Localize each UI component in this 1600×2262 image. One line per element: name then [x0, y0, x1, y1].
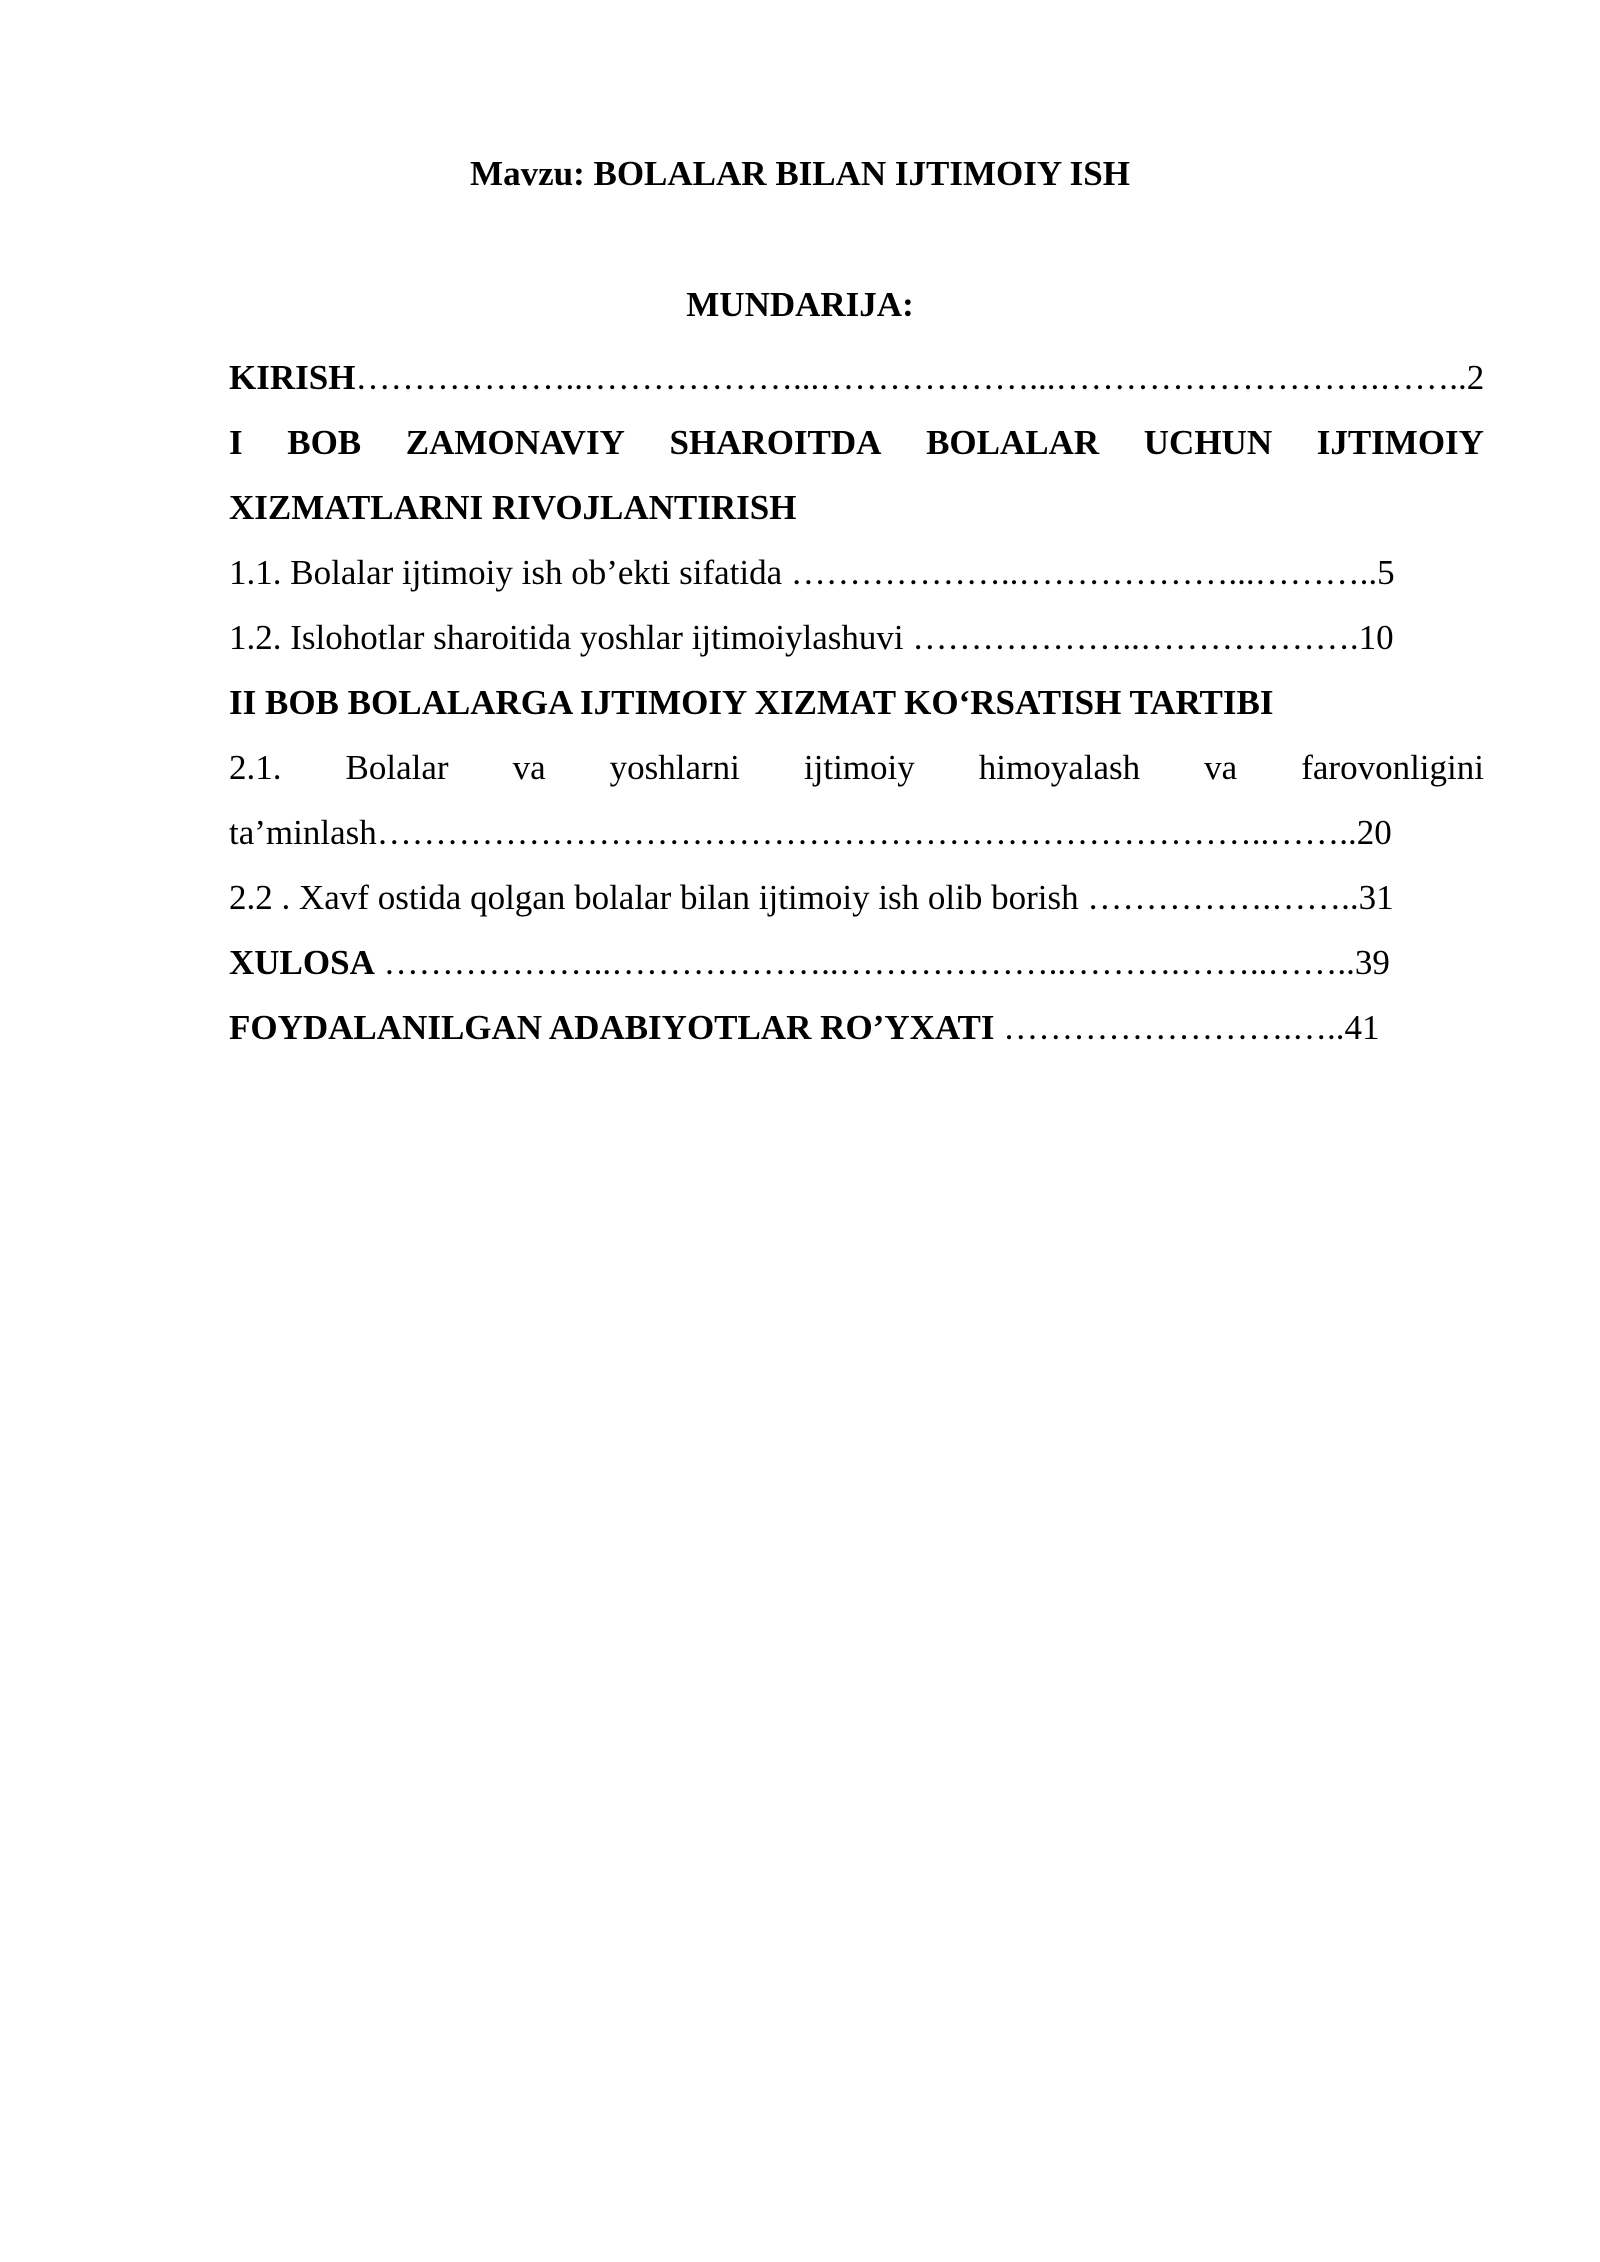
toc-entry-xulosa	[229, 930, 1484, 995]
toc-entry-2-2: 2.2 . Xavf ostida qolgan bolalar bilan ijtimoiy ish olib borish …………….……..31	[229, 878, 1394, 917]
toc-word: yoshlarni	[609, 748, 740, 787]
toc-word: BOB	[287, 423, 362, 462]
toc-chapter-1-line-1	[229, 410, 1484, 475]
toc-entry-kirish	[229, 345, 1484, 410]
toc-word: I	[229, 423, 243, 462]
document-title: Mavzu: BOLALAR BILAN IJTIMOIY ISH	[470, 154, 1130, 193]
toc-word: himoyalash	[978, 748, 1141, 787]
toc-entry-2-1-line-1	[229, 735, 1484, 800]
toc-entry-leader: …………………….…..41	[994, 1008, 1380, 1047]
toc-word: SHAROITDA	[669, 423, 882, 462]
table-of-contents	[229, 345, 1484, 1060]
toc-chapter-2: II BOB BOLALARGA IJTIMOIY XIZMAT KO‘RSATISH TARTIBI	[229, 683, 1274, 722]
toc-heading: MUNDARIJA:	[686, 285, 914, 324]
toc-entry-label: FOYDALANILGAN ADABIYOTLAR RO’YXATI	[229, 1008, 995, 1047]
toc-entry-leader: ………………..………………...………………...……………………….……..2	[355, 358, 1484, 397]
toc-word: IJTIMOIY	[1316, 423, 1484, 462]
toc-entry-1-2: 1.2. Islohotlar sharoitida yoshlar ijtimoiylashuvi ………………..……………….10	[229, 618, 1394, 657]
toc-entry-1-1: 1.1. Bolalar ijtimoiy ish ob’ekti sifatida ………………..………………...………..5	[229, 553, 1395, 592]
toc-entry-label: XULOSA	[229, 943, 375, 982]
toc-entry-references	[229, 995, 1484, 1060]
toc-word: BOLALAR	[926, 423, 1100, 462]
toc-word: farovonligini	[1301, 748, 1484, 787]
toc-entry-label: KIRISH	[229, 358, 356, 397]
toc-word: 2.1.	[229, 748, 282, 787]
toc-word: va	[1204, 748, 1238, 787]
toc-word: UCHUN	[1143, 423, 1273, 462]
toc-word: va	[512, 748, 546, 787]
toc-entry-leader: ………………..………………..………………..……….……..……..39	[374, 943, 1390, 982]
toc-entry-2-1-line-2: ta’minlash…………………………………………………………………..……..20	[229, 813, 1392, 852]
toc-word: ijtimoiy	[803, 748, 915, 787]
toc-word: Bolalar	[345, 748, 449, 787]
toc-chapter-1-line-2: XIZMATLARNI RIVOJLANTIRISH	[229, 488, 797, 527]
toc-word: ZAMONAVIY	[405, 423, 625, 462]
